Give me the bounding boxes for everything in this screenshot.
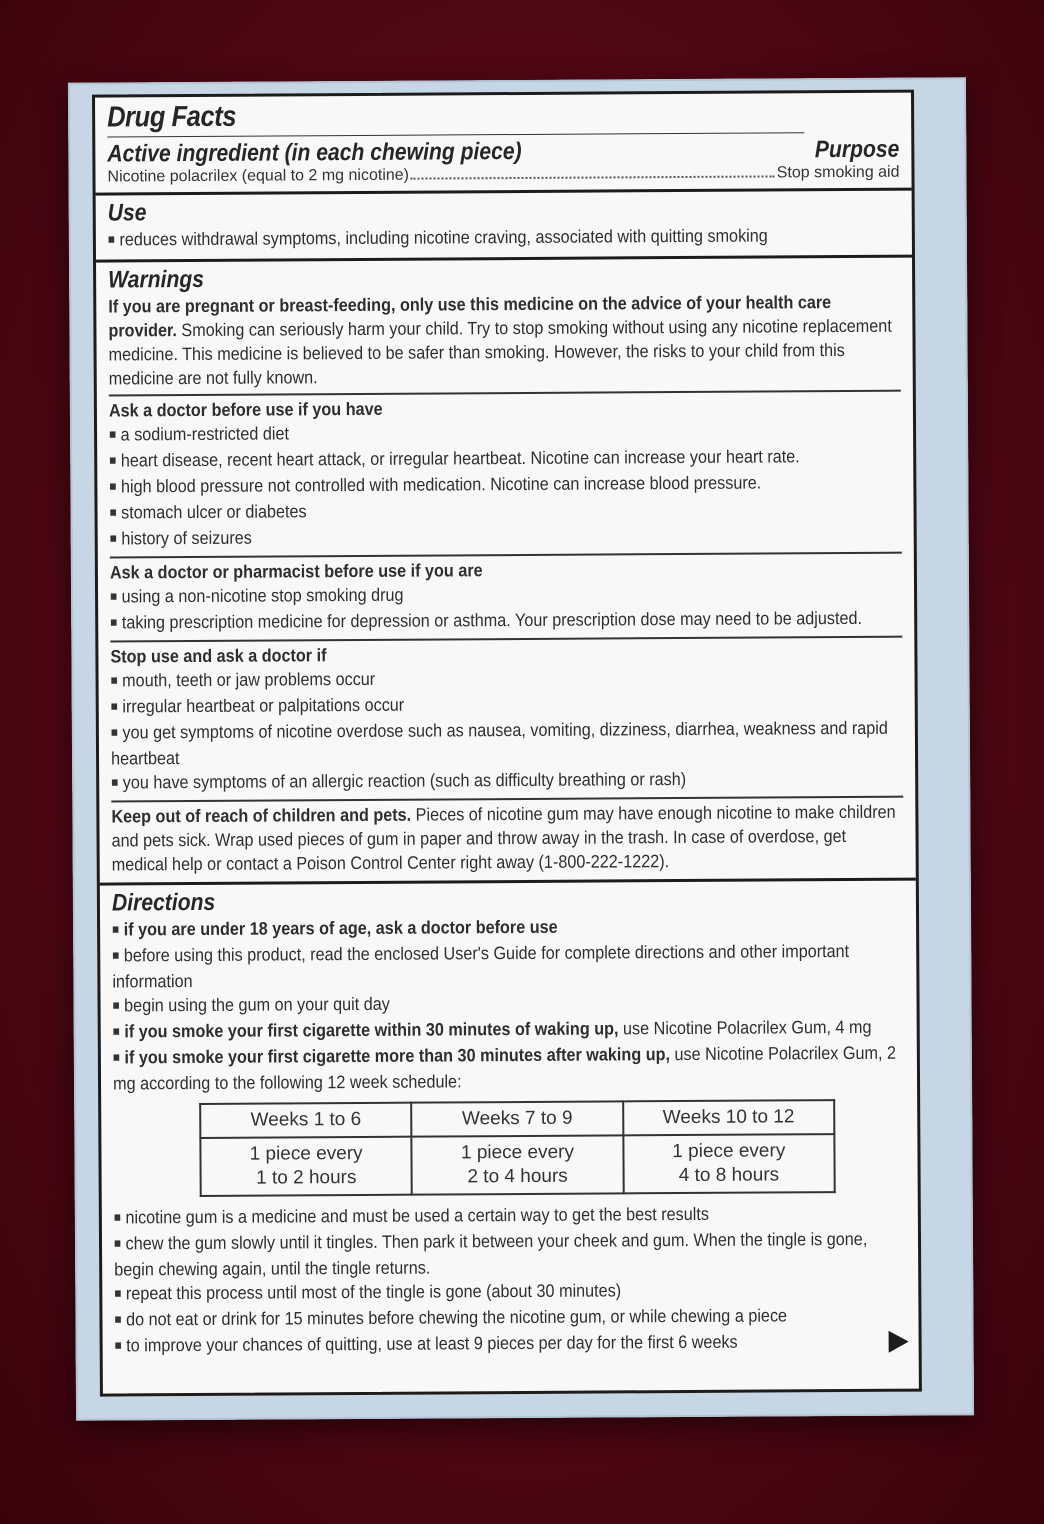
table-row	[200, 1134, 834, 1196]
keep-out-bold: Keep out of reach of children and pets.	[111, 804, 412, 827]
list-item: ■ irregular heartbeat or palpitations occur	[111, 690, 902, 721]
list-item: ■ you have symptoms of an allergic reaction (such as difficulty breathing or rash)	[111, 766, 902, 797]
dot-leader	[411, 175, 775, 179]
item-text: use Nicotine Polacrilex Gum, 2 mg according to the following 12 week schedule:	[112, 1042, 897, 1094]
item-text: use Nicotine Polacrilex Gum, 4 mg	[618, 1016, 872, 1039]
directions-heading: Directions	[111, 888, 216, 917]
list-item: ■ you get symptoms of nicotine overdose such as nausea, vomiting, dizziness, diarrhea, weakness and rapid heartbeat	[111, 716, 902, 771]
keep-out-text: Pieces of nicotine gum may have enough nicotine to make children and pets sick. Wrap used pieces of gum in paper and throw away in the trash. In case of overdose, get medical help or contact a Poison Control Center right away (1-800-222-1222).	[111, 801, 896, 875]
purpose-text: Stop smoking aid	[776, 163, 900, 182]
list-item: ■ to improve your chances of quitting, use at least 9 pieces per day for the first 6 weeks	[115, 1329, 906, 1360]
ask-doctor-heading: Ask a doctor before use if you have	[108, 398, 383, 421]
schedule-table	[199, 1099, 836, 1197]
list-item: ■ if you are under 18 years of age, ask a doctor before use	[112, 913, 903, 944]
table-header-cell: Weeks 10 to 12	[623, 1100, 835, 1135]
list-item: ■ heart disease, recent heart attack, or irregular heartbeat. Nicotine can increase your heart rate.	[109, 444, 900, 475]
list-item: ■ history of seizures	[110, 522, 901, 553]
use-item: ■ reduces withdrawal symptoms, including nicotine craving, associated with quitting smoking	[108, 223, 899, 254]
purpose-heading: Purpose	[814, 135, 900, 164]
list-item	[113, 1041, 904, 1096]
active-ingredient-section	[95, 93, 912, 196]
item-bold: if you smoke your first cigarette within 30 minutes of waking up,	[124, 1018, 619, 1042]
cell-line: 4 to 8 hours	[678, 1164, 780, 1187]
table-header-cell: Weeks 7 to 9	[411, 1101, 623, 1136]
warnings-section	[96, 258, 916, 886]
list-item: ■ stomach ulcer or diabetes	[109, 496, 900, 527]
warnings-heading: Warnings	[108, 265, 205, 294]
cell-line: 1 piece every	[249, 1142, 363, 1165]
ask-doctor-block	[109, 390, 902, 553]
table-cell	[412, 1135, 624, 1194]
item-bold: if you smoke your first cigarette more than 30 minutes after waking up,	[124, 1044, 671, 1068]
pregnancy-warning	[108, 290, 900, 391]
stop-use-heading: Stop use and ask a doctor if	[110, 645, 327, 667]
list-item: ■ taking prescription medicine for depression or asthma. Your prescription dose may need to be adjusted.	[110, 606, 901, 637]
ask-pharmacist-block	[110, 552, 902, 637]
list-item: ■ mouth, teeth or jaw problems occur	[111, 664, 902, 695]
table-row	[200, 1100, 834, 1138]
use-section	[96, 191, 912, 263]
cell-line: 1 piece every	[672, 1140, 786, 1163]
ingredient-text: Nicotine polacrilex (equal to 2 mg nicotine)	[107, 166, 410, 186]
pregnancy-warning-bold: If you are pregnant or breast-feeding, only use this medicine on the advice of your health care provider.	[108, 292, 832, 341]
list-item: ■ repeat this process until most of the tingle is gone (about 30 minutes)	[114, 1277, 905, 1308]
product-box	[68, 77, 974, 1420]
pregnancy-warning-text: Smoking can seriously harm your child. Try to stop smoking without using any nicotine replacement medicine. This medicine is believed to be safer than smoking. However, the risks to your child from this medicine are not fully known.	[108, 315, 892, 389]
list-item: ■ nicotine gum is a medicine and must be used a certain way to get the best results	[114, 1201, 905, 1232]
drug-facts-panel	[92, 90, 922, 1397]
keep-out-warning	[111, 800, 903, 877]
drug-facts-title: Drug Facts	[107, 97, 804, 137]
active-ingredient-heading: Active ingredient (in each chewing piece)	[107, 137, 522, 168]
list-item: ■ a sodium-restricted diet	[109, 418, 900, 449]
table-header-cell: Weeks 1 to 6	[200, 1103, 412, 1138]
list-item: ■ before using this product, read the enclosed User's Guide for complete directions and other important information	[112, 939, 903, 994]
list-item: ■ high blood pressure not controlled with medication. Nicotine can increase blood pressure.	[109, 470, 900, 501]
list-item: ■ begin using the gum on your quit day	[112, 989, 903, 1020]
cell-line: 1 to 2 hours	[256, 1167, 357, 1189]
cell-line: 2 to 4 hours	[467, 1165, 568, 1188]
continue-arrow-icon	[889, 1331, 909, 1353]
list-item: ■ using a non-nicotine stop smoking drug	[110, 580, 901, 611]
list-item: ■ do not eat or drink for 15 minutes before chewing the nicotine gum, or while chewing a piece	[114, 1303, 905, 1334]
keep-out-block	[111, 796, 903, 877]
table-cell	[200, 1137, 412, 1196]
directions-section	[100, 881, 919, 1366]
list-item: ■ chew the gum slowly until it tingles. Then park it between your cheek and gum. When the tingle is gone, begin chewing again, until the tingle returns.	[114, 1227, 905, 1282]
stop-use-block	[110, 636, 903, 797]
cell-line: 1 piece every	[460, 1141, 575, 1164]
use-heading: Use	[107, 199, 147, 227]
ask-pharmacist-heading: Ask a doctor or pharmacist before use if you are	[109, 560, 483, 583]
table-cell	[623, 1134, 835, 1193]
